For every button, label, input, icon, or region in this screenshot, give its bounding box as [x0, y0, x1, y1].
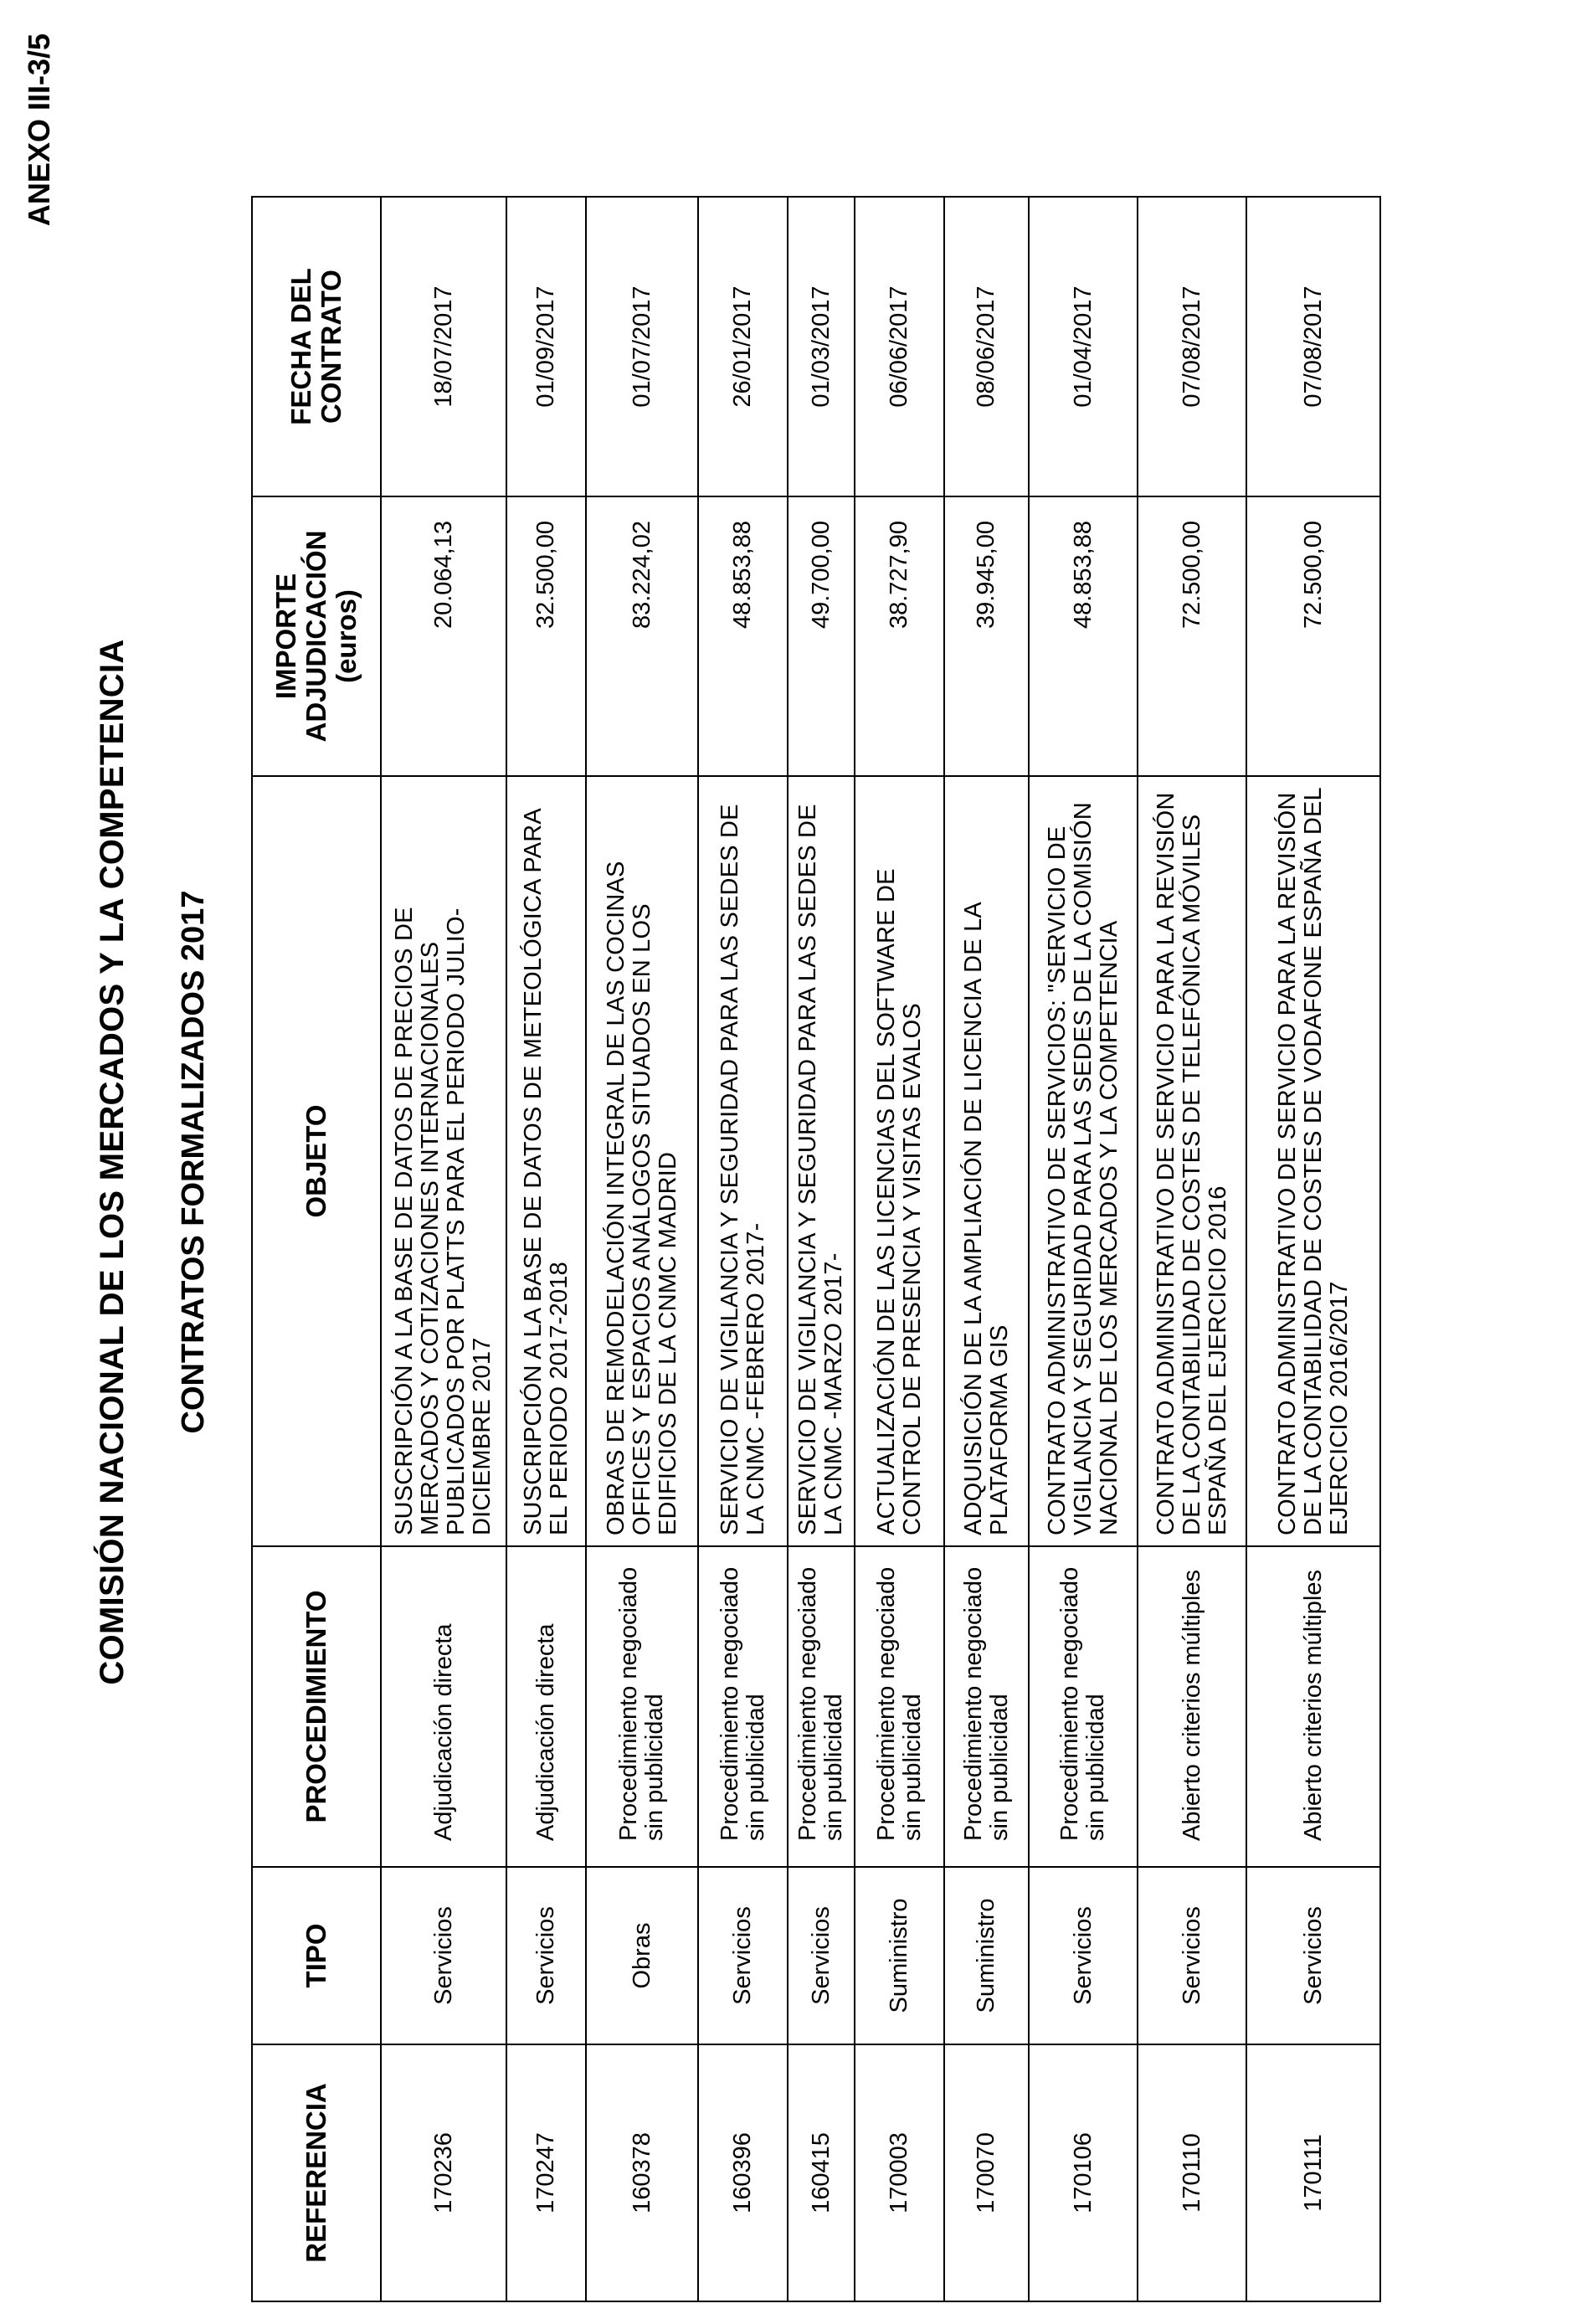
header-importe: [252, 496, 381, 776]
cell-importe: 83.224,02: [586, 496, 698, 776]
cell-objeto: CONTRATO ADMINISTRATIVO DE SERVICIO PARA LA REVISIÓN DE LA CONTABILIDAD DE COSTES DE TELEFÓNICA MÓVILES ESPAÑA DEL EJERCICIO 2016: [1138, 776, 1246, 1546]
table-row: [855, 197, 944, 2301]
header-importe-line3: (euros): [331, 589, 362, 683]
table-row: [1029, 197, 1138, 2301]
cell-tipo: Suministro: [855, 1867, 944, 2044]
cell-tipo: Servicios: [381, 1867, 506, 2044]
cell-procedimiento: Adjudicación directa: [381, 1546, 506, 1867]
cell-fecha: 18/07/2017: [381, 197, 506, 496]
cell-referencia: 170236: [381, 2044, 506, 2301]
table-row: [944, 197, 1029, 2301]
cell-objeto: SERVICIO DE VIGILANCIA Y SEGURIDAD PARA LAS SEDES DE LA CNMC -MARZO 2017-: [788, 776, 855, 1546]
cell-procedimiento: Abierto criterios múltiples: [1138, 1546, 1246, 1867]
cell-procedimiento: Procedimiento negociado sin publicidad: [788, 1546, 855, 1867]
cell-objeto: CONTRATO ADMINISTRATIVO DE SERVICIOS: "SERVICIO DE VIGILANCIA Y SEGURIDAD PARA LAS SEDES DE LA COMISIÓN NACIONAL DE LOS MERCADOS Y LA COMPETENCIA: [1029, 776, 1138, 1546]
cell-importe: 39.945,00: [944, 496, 1029, 776]
cell-importe: 38.727,90: [855, 496, 944, 776]
cell-tipo: Servicios: [1246, 1867, 1380, 2044]
annex-label: ANEXO III-3/5: [22, 33, 56, 227]
cell-importe: 49.700,00: [788, 496, 855, 776]
cell-referencia: 170247: [506, 2044, 586, 2301]
cell-fecha: 07/08/2017: [1246, 197, 1380, 496]
header-fecha-line1: FECHA DEL: [285, 268, 316, 425]
cell-fecha: 01/04/2017: [1029, 197, 1138, 496]
cell-fecha: 06/06/2017: [855, 197, 944, 496]
cell-objeto: SUSCRIPCIÓN A LA BASE DE DATOS DE METEOLÓGICA PARA EL PERIODO 2017-2018: [506, 776, 586, 1546]
header-procedimiento: PROCEDIMIENTO: [252, 1546, 381, 1867]
table-header-row: [252, 197, 381, 2301]
cell-referencia: 160378: [586, 2044, 698, 2301]
page-title: COMISIÓN NACIONAL DE LOS MERCADOS Y LA COMPETENCIA: [94, 639, 131, 1685]
table-row: [586, 197, 698, 2301]
cell-procedimiento: Procedimiento negociado sin publicidad: [698, 1546, 788, 1867]
cell-fecha: 08/06/2017: [944, 197, 1029, 496]
table-row: [698, 197, 788, 2301]
cell-fecha: 26/01/2017: [698, 197, 788, 496]
cell-objeto: SUSCRIPCIÓN A LA BASE DE DATOS DE PRECIOS DE MERCADOS Y COTIZACIONES INTERNACIONALES PUBLICADOS POR PLATTS PARA EL PERIODO JULIO-DICIEMBRE 2017: [381, 776, 506, 1546]
header-tipo: TIPO: [252, 1867, 381, 2044]
cell-importe: 20.064,13: [381, 496, 506, 776]
header-fecha: [252, 197, 381, 496]
cell-fecha: 01/03/2017: [788, 197, 855, 496]
cell-referencia: 170106: [1029, 2044, 1138, 2301]
cell-tipo: Servicios: [506, 1867, 586, 2044]
cell-procedimiento: Procedimiento negociado sin publicidad: [1029, 1546, 1138, 1867]
cell-procedimiento: Procedimiento negociado sin publicidad: [586, 1546, 698, 1867]
table-row: [506, 197, 586, 2301]
cell-importe: 48.853,88: [698, 496, 788, 776]
contracts-table: [251, 196, 1381, 2302]
cell-tipo: Servicios: [698, 1867, 788, 2044]
cell-referencia: 170110: [1138, 2044, 1246, 2301]
page-subtitle: CONTRATOS FORMALIZADOS 2017: [176, 890, 211, 1434]
cell-objeto: OBRAS DE REMODELACIÓN INTEGRAL DE LAS COCINAS OFFICES Y ESPACIOS ANÁLOGOS SITUADOS EN LOS EDIFICIOS DE LA CNMC MADRID: [586, 776, 698, 1546]
header-referencia: REFERENCIA: [252, 2044, 381, 2301]
cell-tipo: Servicios: [788, 1867, 855, 2044]
cell-procedimiento: Procedimiento negociado sin publicidad: [855, 1546, 944, 1867]
header-objeto: OBJETO: [252, 776, 381, 1546]
table-row: [788, 197, 855, 2301]
cell-fecha: 07/08/2017: [1138, 197, 1246, 496]
cell-objeto: SERVICIO DE VIGILANCIA Y SEGURIDAD PARA LAS SEDES DE LA CNMC -FEBRERO 2017-: [698, 776, 788, 1546]
cell-tipo: Suministro: [944, 1867, 1029, 2044]
cell-fecha: 01/09/2017: [506, 197, 586, 496]
header-fecha-line2: CONTRATO: [316, 270, 347, 424]
table-row: [1138, 197, 1246, 2301]
cell-importe: 48.853,88: [1029, 496, 1138, 776]
table-row: [1246, 197, 1380, 2301]
cell-procedimiento: Procedimiento negociado sin publicidad: [944, 1546, 1029, 1867]
cell-objeto: CONTRATO ADMINISTRATIVO DE SERVICIO PARA LA REVISIÓN DE LA CONTABILIDAD DE COSTES DE VODAFONE ESPAÑA DEL EJERCICIO 2016/2017: [1246, 776, 1380, 1546]
cell-tipo: Servicios: [1029, 1867, 1138, 2044]
cell-procedimiento: Adjudicación directa: [506, 1546, 586, 1867]
cell-tipo: Servicios: [1138, 1867, 1246, 2044]
cell-objeto: ADQUISICIÓN DE LA AMPLIACIÓN DE LICENCIA DE LA PLATAFORMA GIS: [944, 776, 1029, 1546]
cell-importe: 72.500,00: [1138, 496, 1246, 776]
cell-importe: 72.500,00: [1246, 496, 1380, 776]
table-row: [381, 197, 506, 2301]
cell-referencia: 170111: [1246, 2044, 1380, 2301]
cell-referencia: 160415: [788, 2044, 855, 2301]
cell-tipo: Obras: [586, 1867, 698, 2044]
header-importe-line2: ADJUDICACIÓN: [301, 530, 331, 743]
cell-objeto: ACTUALIZACIÓN DE LAS LICENCIAS DEL SOFTWARE DE CONTROL DE PRESENCIA Y VISITAS EVALOS: [855, 776, 944, 1546]
cell-referencia: 170003: [855, 2044, 944, 2301]
cell-referencia: 170070: [944, 2044, 1029, 2301]
cell-importe: 32.500,00: [506, 496, 586, 776]
header-importe-line1: IMPORTE: [270, 573, 301, 700]
cell-fecha: 01/07/2017: [586, 197, 698, 496]
cell-referencia: 160396: [698, 2044, 788, 2301]
cell-procedimiento: Abierto criterios múltiples: [1246, 1546, 1380, 1867]
